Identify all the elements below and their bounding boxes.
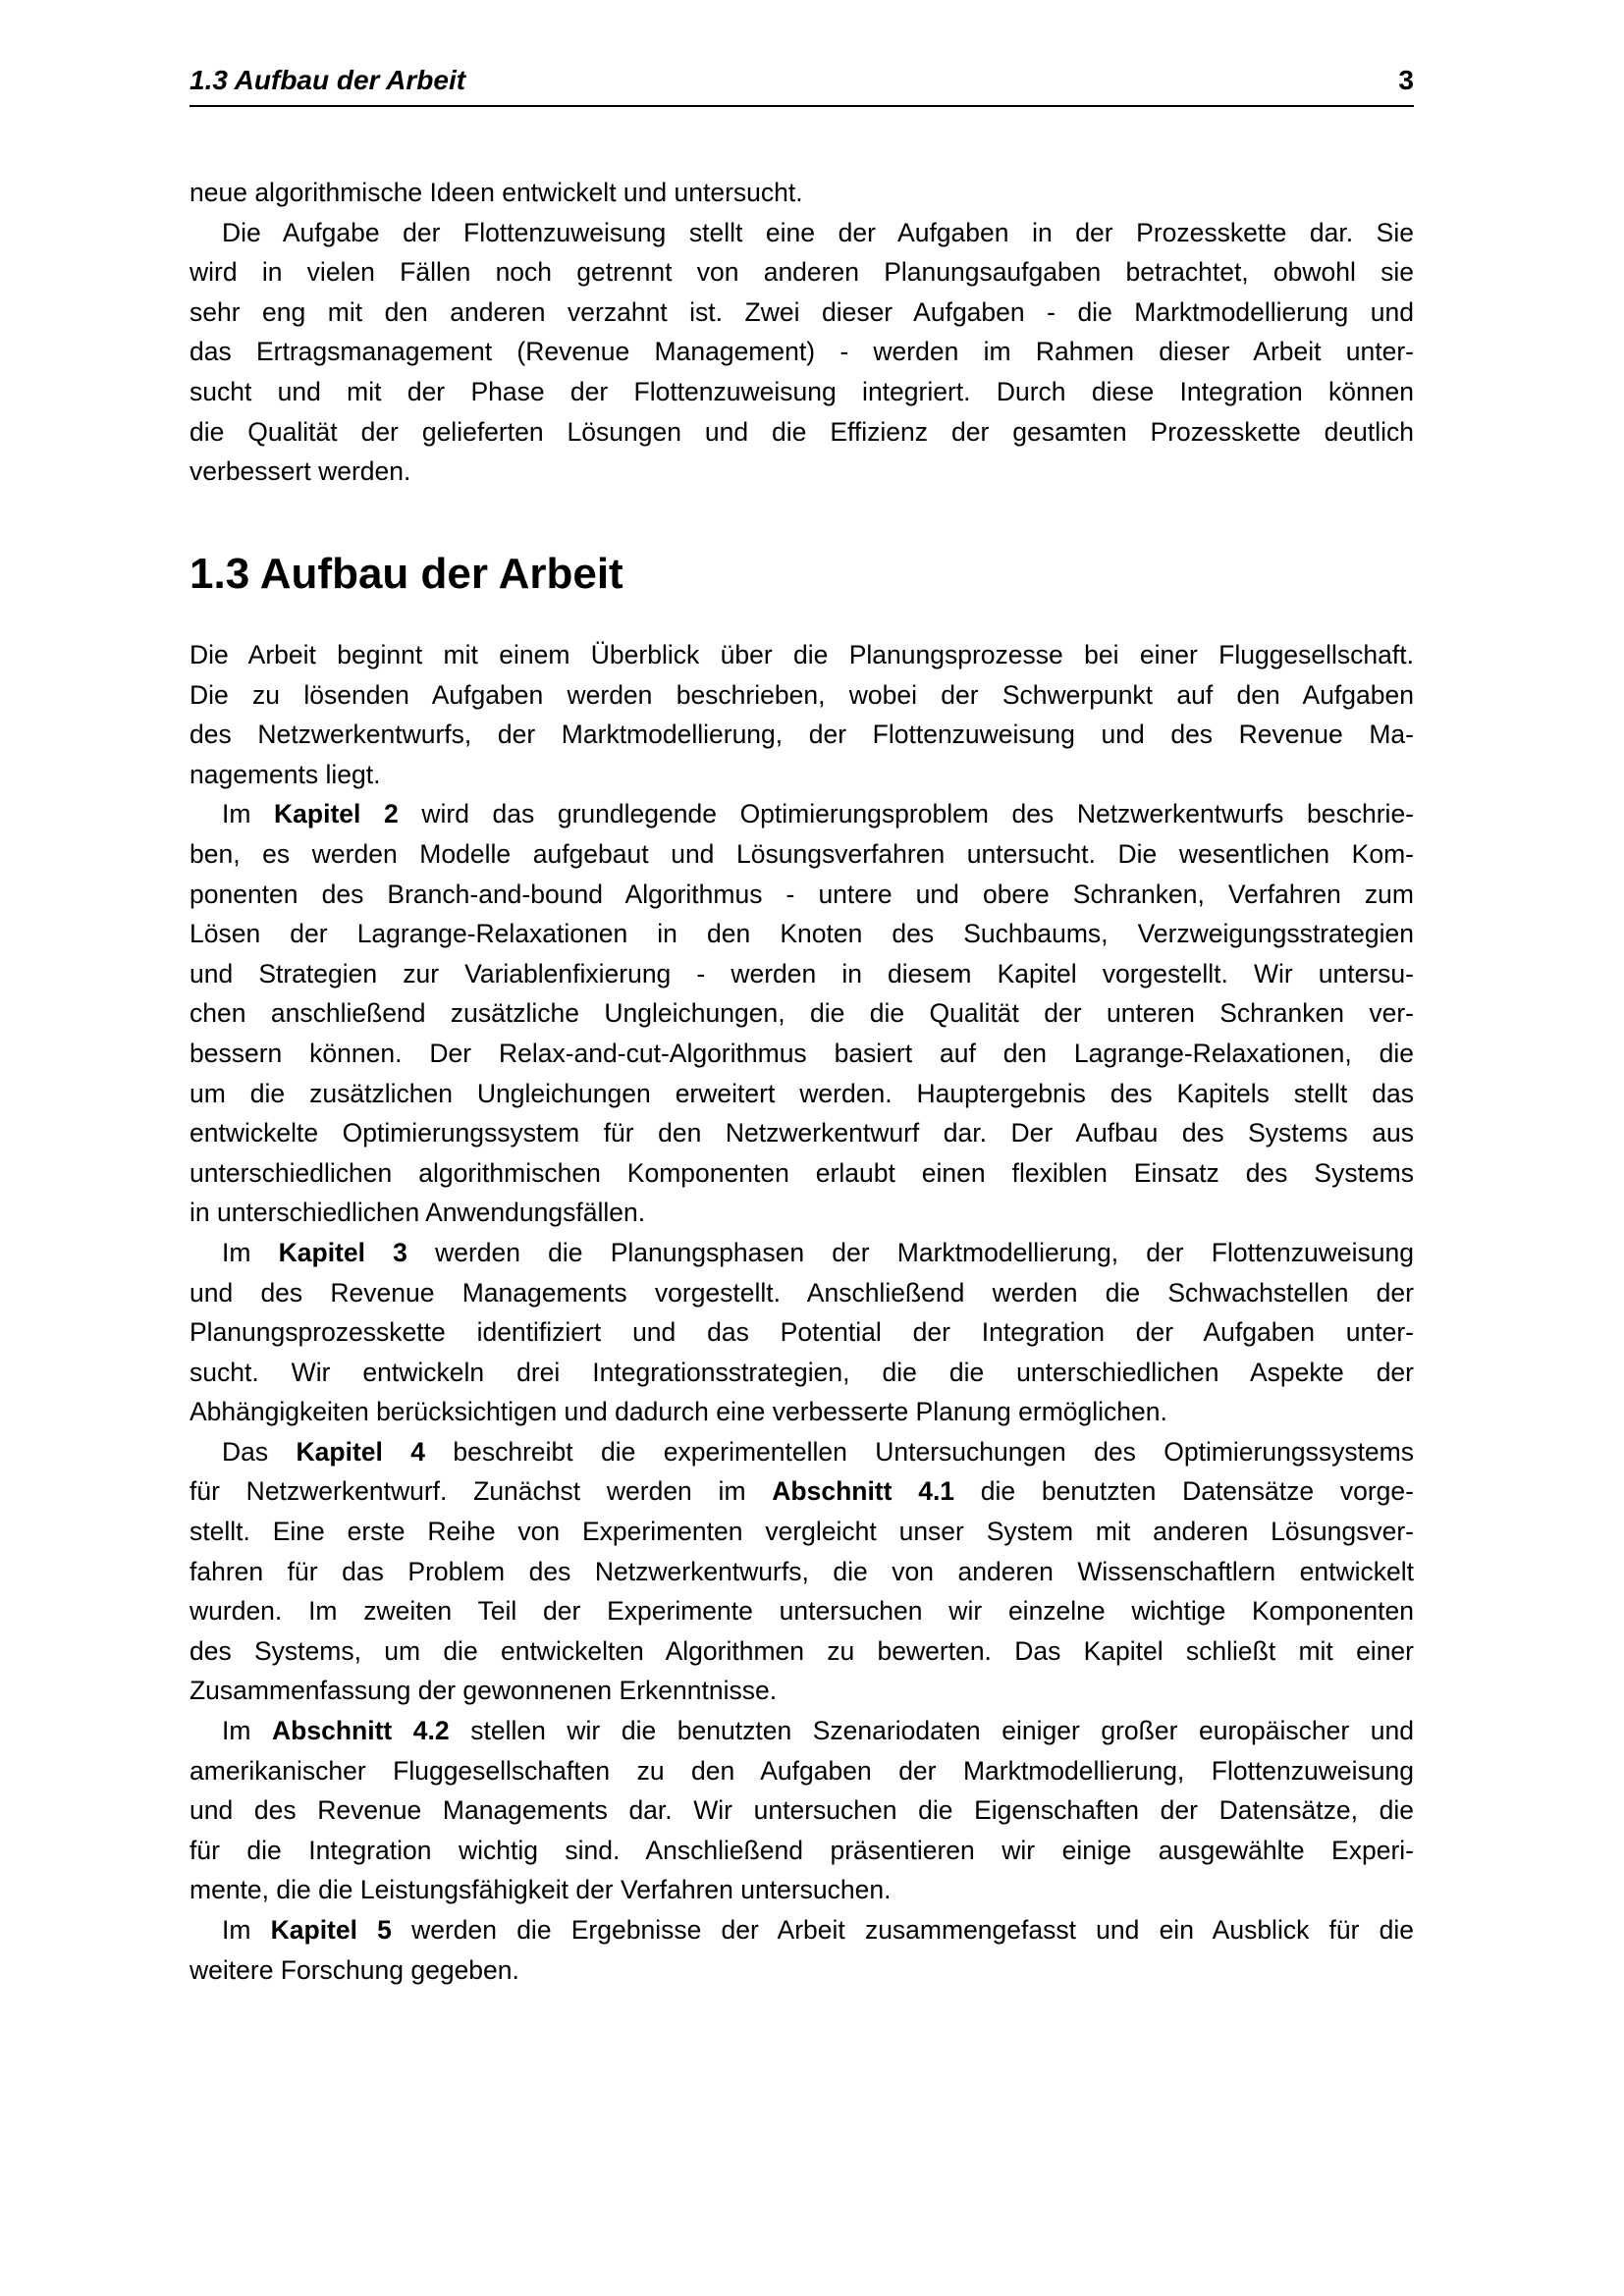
bold-reference: Kapitel 4 bbox=[296, 1436, 425, 1467]
text-segment: sucht und mit der Phase der Flottenzuweisung integriert. Durch diese Integration können bbox=[189, 376, 1414, 406]
text-line bbox=[189, 794, 1414, 834]
text-segment: weitere Forschung gegeben. bbox=[189, 1954, 519, 1985]
text-line bbox=[189, 372, 1414, 412]
text-line bbox=[189, 1353, 1414, 1393]
text-line bbox=[189, 332, 1414, 372]
intro-text-block bbox=[189, 173, 1414, 492]
text-segment: und des Revenue Managements vorgestellt. Anschließend werden die Schwachstellen der bbox=[189, 1277, 1414, 1308]
text-line bbox=[189, 993, 1414, 1034]
running-header bbox=[189, 65, 1414, 100]
text-segment: fahren für das Problem des Netzwerkentwurfs, die von anderen Wissenschaftlern entwickelt bbox=[189, 1556, 1414, 1586]
bold-reference: Abschnitt 4.1 bbox=[772, 1476, 955, 1507]
text-segment: die benutzten Datensätze vorge- bbox=[954, 1476, 1414, 1507]
text-line bbox=[189, 1034, 1414, 1074]
text-line bbox=[189, 1512, 1414, 1552]
text-segment: in unterschiedlichen Anwendungsfällen. bbox=[189, 1198, 646, 1228]
header-rule bbox=[189, 105, 1414, 107]
text-segment: werden die Ergebnisse der Arbeit zusammengefasst und ein Ausblick für die bbox=[391, 1915, 1414, 1945]
text-line bbox=[189, 293, 1414, 333]
text-line bbox=[189, 834, 1414, 875]
text-line bbox=[189, 1950, 1414, 1991]
text-segment: für die Integration wichtig sind. Anschließend präsentieren wir einige ausgewählte Experi- bbox=[189, 1835, 1414, 1865]
text-segment: ponenten des Branch-and-bound Algorithmus - untere und obere Schranken, Verfahren zum bbox=[189, 879, 1414, 909]
text-line bbox=[189, 715, 1414, 755]
text-segment: chen anschließend zusätzliche Ungleichungen, die die Qualität der unteren Schranken ver- bbox=[189, 998, 1414, 1029]
page-number: 3 bbox=[1398, 65, 1414, 95]
text-line bbox=[189, 1591, 1414, 1631]
text-line bbox=[189, 173, 1414, 213]
text-segment: stellt. Eine erste Reihe von Experimenten vergleicht unser System mit anderen Lösungsver- bbox=[189, 1517, 1414, 1547]
text-segment: Im bbox=[222, 1716, 273, 1746]
text-line bbox=[189, 1751, 1414, 1791]
text-segment: verbessert werden. bbox=[189, 456, 411, 487]
text-segment: stellen wir die benutzten Szenariodaten einiger großer europäischer und bbox=[449, 1716, 1415, 1746]
text-segment: sucht. Wir entwickeln drei Integrationsstrategien, die die unterschiedlichen Aspekte der bbox=[189, 1357, 1414, 1387]
text-segment: Im bbox=[222, 1237, 279, 1267]
text-line bbox=[189, 1193, 1414, 1233]
text-segment: Zusammenfassung der gewonnenen Erkenntnisse. bbox=[189, 1676, 778, 1706]
text-line bbox=[189, 412, 1414, 453]
text-line bbox=[189, 252, 1414, 293]
text-line bbox=[189, 1273, 1414, 1313]
bold-reference: Kapitel 2 bbox=[274, 799, 399, 829]
text-segment: werden die Planungsphasen der Marktmodellierung, der Flottenzuweisung bbox=[406, 1237, 1414, 1267]
text-line bbox=[189, 1074, 1414, 1114]
text-segment: Die zu lösenden Aufgaben werden beschrieben, wobei der Schwerpunkt auf den Aufgaben bbox=[189, 679, 1414, 710]
text-line bbox=[189, 1432, 1414, 1472]
text-line bbox=[189, 1552, 1414, 1592]
text-segment: bessern können. Der Relax-and-cut-Algorithmus basiert auf den Lagrange-Relaxationen, die bbox=[189, 1038, 1414, 1068]
text-segment: des Systems, um die entwickelten Algorithmen zu bewerten. Das Kapitel schließt mit einer bbox=[189, 1635, 1414, 1666]
text-line bbox=[189, 1870, 1414, 1910]
text-line bbox=[189, 1233, 1414, 1273]
section-body bbox=[189, 635, 1414, 1990]
text-segment: Im bbox=[222, 799, 275, 829]
text-segment: Planungsprozesskette identifiziert und das Potential der Integration der Aufgaben unter- bbox=[189, 1317, 1414, 1348]
text-line bbox=[189, 1790, 1414, 1831]
text-segment: Die Arbeit beginnt mit einem Überblick über die Planungsprozesse bei einer Fluggesellschaft. bbox=[189, 640, 1414, 669]
text-segment: Die Aufgabe der Flottenzuweisung stellt eine der Aufgaben in der Prozesskette dar. Sie bbox=[222, 217, 1414, 247]
text-segment: amerikanischer Fluggesellschaften zu den Aufgaben der Marktmodellierung, Flottenzuweisung bbox=[189, 1755, 1414, 1786]
text-line bbox=[189, 875, 1414, 915]
text-line bbox=[189, 452, 1414, 492]
text-segment: Abhängigkeiten berücksichtigen und dadurch eine verbesserte Planung ermöglichen. bbox=[189, 1397, 1167, 1427]
text-segment: ben, es werden Modelle aufgebaut und Lösungsverfahren untersucht. Die wesentlichen Kom- bbox=[189, 838, 1414, 869]
text-line bbox=[189, 954, 1414, 994]
text-line bbox=[189, 1471, 1414, 1512]
text-segment: wurden. Im zweiten Teil der Experimente untersuchen wir einzelne wichtige Komponenten bbox=[189, 1596, 1414, 1627]
text-segment: Das bbox=[222, 1436, 297, 1467]
text-line bbox=[189, 1831, 1414, 1871]
text-segment: wird in vielen Fällen noch getrennt von anderen Planungsaufgaben betrachtet, obwohl sie bbox=[189, 257, 1414, 288]
text-segment: die Qualität der gelieferten Lösungen und die Effizienz der gesamten Prozesskette deutlich bbox=[189, 416, 1414, 447]
text-segment: neue algorithmische Ideen entwickelt und untersucht. bbox=[189, 178, 803, 207]
text-line bbox=[189, 635, 1414, 675]
text-segment: das Ertragsmanagement (Revenue Management) - werden im Rahmen dieser Arbeit unter- bbox=[189, 337, 1414, 367]
text-line bbox=[189, 675, 1414, 716]
text-segment: mente, die die Leistungsfähigkeit der Verfahren untersuchen. bbox=[189, 1875, 892, 1905]
running-title: 1.3 Aufbau der Arbeit bbox=[189, 65, 466, 95]
text-segment: des Netzwerkentwurfs, der Marktmodellierung, der Flottenzuweisung und des Revenue Ma- bbox=[189, 720, 1414, 750]
text-line bbox=[189, 1153, 1414, 1194]
text-line bbox=[189, 914, 1414, 954]
text-segment: beschreibt die experimentellen Untersuchungen des Optimierungssystems bbox=[425, 1436, 1414, 1467]
text-line bbox=[189, 213, 1414, 253]
text-segment: und Strategien zur Variablenfixierung - werden in diesem Kapitel vorgestellt. Wir untersu- bbox=[189, 958, 1414, 988]
text-line bbox=[189, 1631, 1414, 1672]
text-line bbox=[189, 755, 1414, 795]
bold-reference: Kapitel 5 bbox=[270, 1915, 392, 1945]
text-line bbox=[189, 1671, 1414, 1711]
text-segment: und des Revenue Managements dar. Wir untersuchen die Eigenschaften der Datensätze, die bbox=[189, 1795, 1414, 1826]
text-line bbox=[189, 1312, 1414, 1353]
text-line bbox=[189, 1392, 1414, 1432]
text-segment: nagements liegt. bbox=[189, 759, 381, 789]
text-line bbox=[189, 1711, 1414, 1751]
text-segment: entwickelte Optimierungssystem für den Netzwerkentwurf dar. Der Aufbau des Systems aus bbox=[189, 1118, 1414, 1148]
text-segment: Im bbox=[222, 1915, 271, 1945]
text-line bbox=[189, 1910, 1414, 1950]
bold-reference: Kapitel 3 bbox=[278, 1237, 407, 1267]
text-segment: für Netzwerkentwurf. Zunächst werden im bbox=[189, 1476, 773, 1507]
section-heading: 1.3 Aufbau der Arbeit bbox=[189, 550, 623, 598]
text-segment: wird das grundlegende Optimierungsproblem des Netzwerkentwurfs beschrie- bbox=[398, 799, 1415, 829]
text-line bbox=[189, 1113, 1414, 1153]
text-segment: um die zusätzlichen Ungleichungen erweitert werden. Hauptergebnis des Kapitels stellt das bbox=[189, 1078, 1414, 1108]
text-segment: sehr eng mit den anderen verzahnt ist. Zwei dieser Aufgaben - die Marktmodellierung und bbox=[189, 296, 1414, 327]
text-segment: unterschiedlichen algorithmischen Komponenten erlaubt einen flexiblen Einsatz des Systems bbox=[189, 1157, 1414, 1188]
text-segment: Lösen der Lagrange-Relaxationen in den Knoten des Suchbaums, Verzweigungsstrategien bbox=[189, 919, 1414, 949]
bold-reference: Abschnitt 4.2 bbox=[272, 1716, 450, 1746]
